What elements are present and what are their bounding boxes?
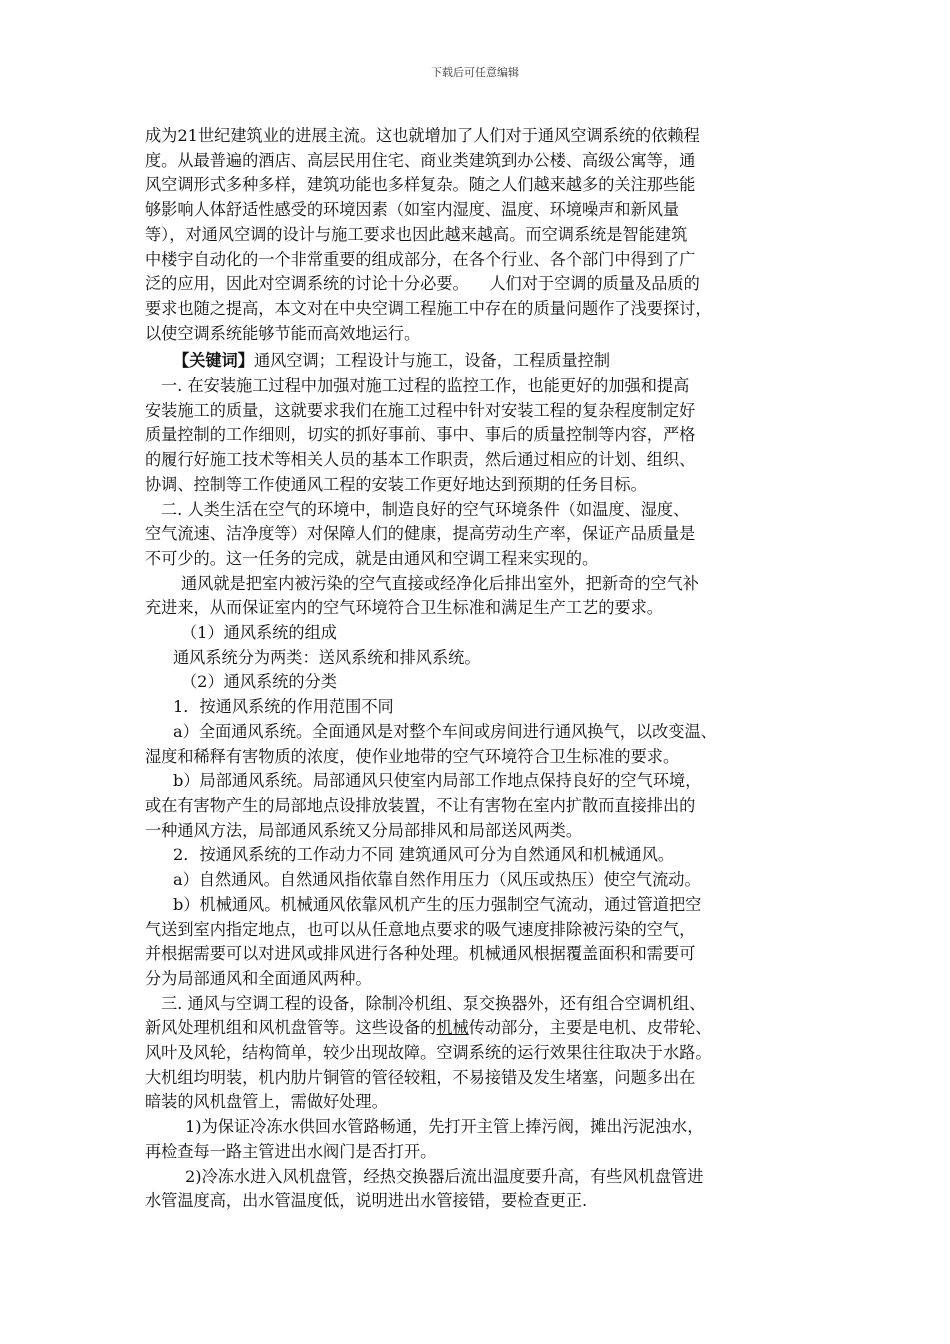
text-line: b）局部通风系统。局部通风只使室内局部工作地点保持良好的空气环境， xyxy=(173,771,702,791)
keywords-line xyxy=(145,349,813,374)
text-line: 暗装的风机盘管上，需做好处理。 xyxy=(145,1092,388,1112)
text-line: 安装施工的质量，这就要求我们在施工过程中针对安装工程的复杂程度制定好 xyxy=(145,400,696,420)
text-line: 的履行好施工技术等相关人员的基本工作职责，然后通过相应的计划、组织、 xyxy=(145,450,696,470)
text-line: 1)为保证冷冻水供回水管路畅通，先打开主管上捧污阀，摊出污泥浊水， xyxy=(185,1117,704,1137)
document-body xyxy=(145,124,813,1214)
classification-title: （2）通风系统的分类 xyxy=(181,672,337,692)
text-line: 风叶及风轮，结构简单，较少出现故障。空调系统的运行效果往往取决于水路。 xyxy=(145,1043,712,1063)
ventilation-definition xyxy=(145,572,813,621)
composition-text: 通风系统分为两类：送风系统和排风系统。 xyxy=(173,647,481,667)
section-3-heading-line: 三. 通风与空调工程的设备，除制冷机组、泵交换器外，还有组合空调机组、 xyxy=(161,993,706,1013)
text-span: 新风处理机组和风机盘管等。这些设备的 xyxy=(145,1018,437,1038)
text-span: 传动部分，主要是电机、皮带轮、 xyxy=(468,1018,712,1038)
text-line: 通风就是把室内被污染的空气直接或经净化后排出室外，把新奇的空气补 xyxy=(181,573,699,593)
machinery-link[interactable]: 机械 xyxy=(436,1018,469,1038)
text-line: b）机械通风。机械通风依靠风机产生的压力强制空气流动，通过管道把空 xyxy=(173,894,702,914)
text-line: 水管温度高，出水管温度低，说明进出水管接错，要检查更正. xyxy=(145,1191,588,1211)
classification-item-2a: a）自然通风。自然通风指依靠自然作用压力（风压或热压）使空气流动。 xyxy=(173,870,701,890)
text-line: 成为21世纪建筑业的进展主流。这也就增加了人们对于通风空调系统的依赖程 xyxy=(145,126,700,145)
list-item-1 xyxy=(145,1115,813,1164)
text-line: 空气流速、洁净度等）对保障人们的健康，提高劳动生产率，保证产品质量是 xyxy=(145,524,696,544)
text-line xyxy=(145,1016,813,1041)
composition-title: （1）通风系统的组成 xyxy=(181,623,337,643)
text-line: 或在有害物产生的局部地点设排放装置，不让有害物在室内扩散而直接排出的 xyxy=(145,795,696,815)
page-header: 下载后可任意编辑 xyxy=(431,66,519,79)
text-line: 中楼宇自动化的一个非常重要的组成部分，在各个行业、各个部门中得到了广 xyxy=(145,249,696,269)
classification-item-1a xyxy=(145,720,813,769)
intro-paragraph xyxy=(145,124,813,346)
section-2-heading-line: 二. 人类生活在空气的环境中，制造良好的空气环境条件（如温度、湿度、 xyxy=(161,499,690,519)
classification-item-1b xyxy=(145,769,813,843)
text-line: 不可少的。这一任务的完成，就是由通风和空调工程来实现的。 xyxy=(145,548,599,568)
section-1-heading-line: 一. 在安装施工过程中加强对施工过程的监控工作，也能更好的加强和提高 xyxy=(161,376,690,396)
keywords-text: 通风空调；工程设计与施工，设备，工程质量控制 xyxy=(253,351,611,371)
text-line: 并根据需要可以对进风或排风进行各种处理。机械通风根据覆盖面积和需要可 xyxy=(145,944,696,964)
text-line: 分为局部通风和全面通风两种。 xyxy=(145,968,372,988)
text-line: 等），对通风空调的设计与施工要求也因此越来越高。而空调系统是智能建筑 xyxy=(145,224,688,244)
classification-item-2b xyxy=(145,893,813,992)
section-3 xyxy=(145,992,813,1116)
section-1 xyxy=(145,374,813,498)
text-line: 大机组均明装，机内肋片铜管的管径较粗，不易接错及发生堵塞，问题多出在 xyxy=(145,1067,696,1087)
text-line: 湿度和稀释有害物质的浓度，使作业地带的空气环境符合卫生标准的要求。 xyxy=(145,746,680,766)
text-line: 质量控制的工作细则，切实的抓好事前、事中、事后的质量控制等内容，严格 xyxy=(145,425,696,445)
text-line: 气送到室内指定地点，也可以从任意地点要求的吸气速度排除被污染的空气， xyxy=(145,919,696,939)
text-line: 2)冷冻水进入风机盘管，经热交换器后流出温度要升高，有些风机盘管进 xyxy=(185,1166,704,1186)
text-line: 再检查每一路主管进出水阀门是否打开。 xyxy=(145,1141,437,1161)
text-line: a）全面通风系统。全面通风是对整个车间或房间进行通风换气，以改变温、 xyxy=(173,721,717,741)
text-line: 泛的应用，因此对空调系统的讨论十分必要。 人们对于空调的质量及品质的 xyxy=(145,274,700,294)
text-line: 要求也随之提高，本文对在中央空调工程施工中存在的质量问题作了浅要探讨， xyxy=(145,298,712,318)
section-2 xyxy=(145,498,813,572)
classification-item-1: 1．按通风系统的作用范围不同 xyxy=(173,697,394,717)
text-line: 够影响人体舒适性感受的环境因素（如室内湿度、温度、环境噪声和新风量 xyxy=(145,200,680,220)
text-line: 风空调形式多种多样，建筑功能也多样复杂。随之人们越来越多的关注那些能 xyxy=(145,175,696,195)
text-line: 协调、控制等工作使通风工程的安装工作更好地达到预期的任务目标。 xyxy=(145,474,647,494)
text-line: 度。从最普遍的酒店、高层民用住宅、商业类建筑到办公楼、高级公寓等，通 xyxy=(145,150,696,170)
text-line: 以使空调系统能够节能而高效地运行。 xyxy=(145,323,421,343)
classification-item-2: 2．按通风系统的工作动力不同 建筑通风可分为自然通风和机械通风。 xyxy=(173,845,675,865)
text-line: 一种通风方法，局部通风系统又分局部排风和局部送风两类。 xyxy=(145,820,583,840)
list-item-2 xyxy=(145,1165,813,1214)
text-line: 充进来，从而保证室内的空气环境符合卫生标准和满足生产工艺的要求。 xyxy=(145,598,663,618)
keywords-label: 【关键词】 xyxy=(173,351,254,371)
